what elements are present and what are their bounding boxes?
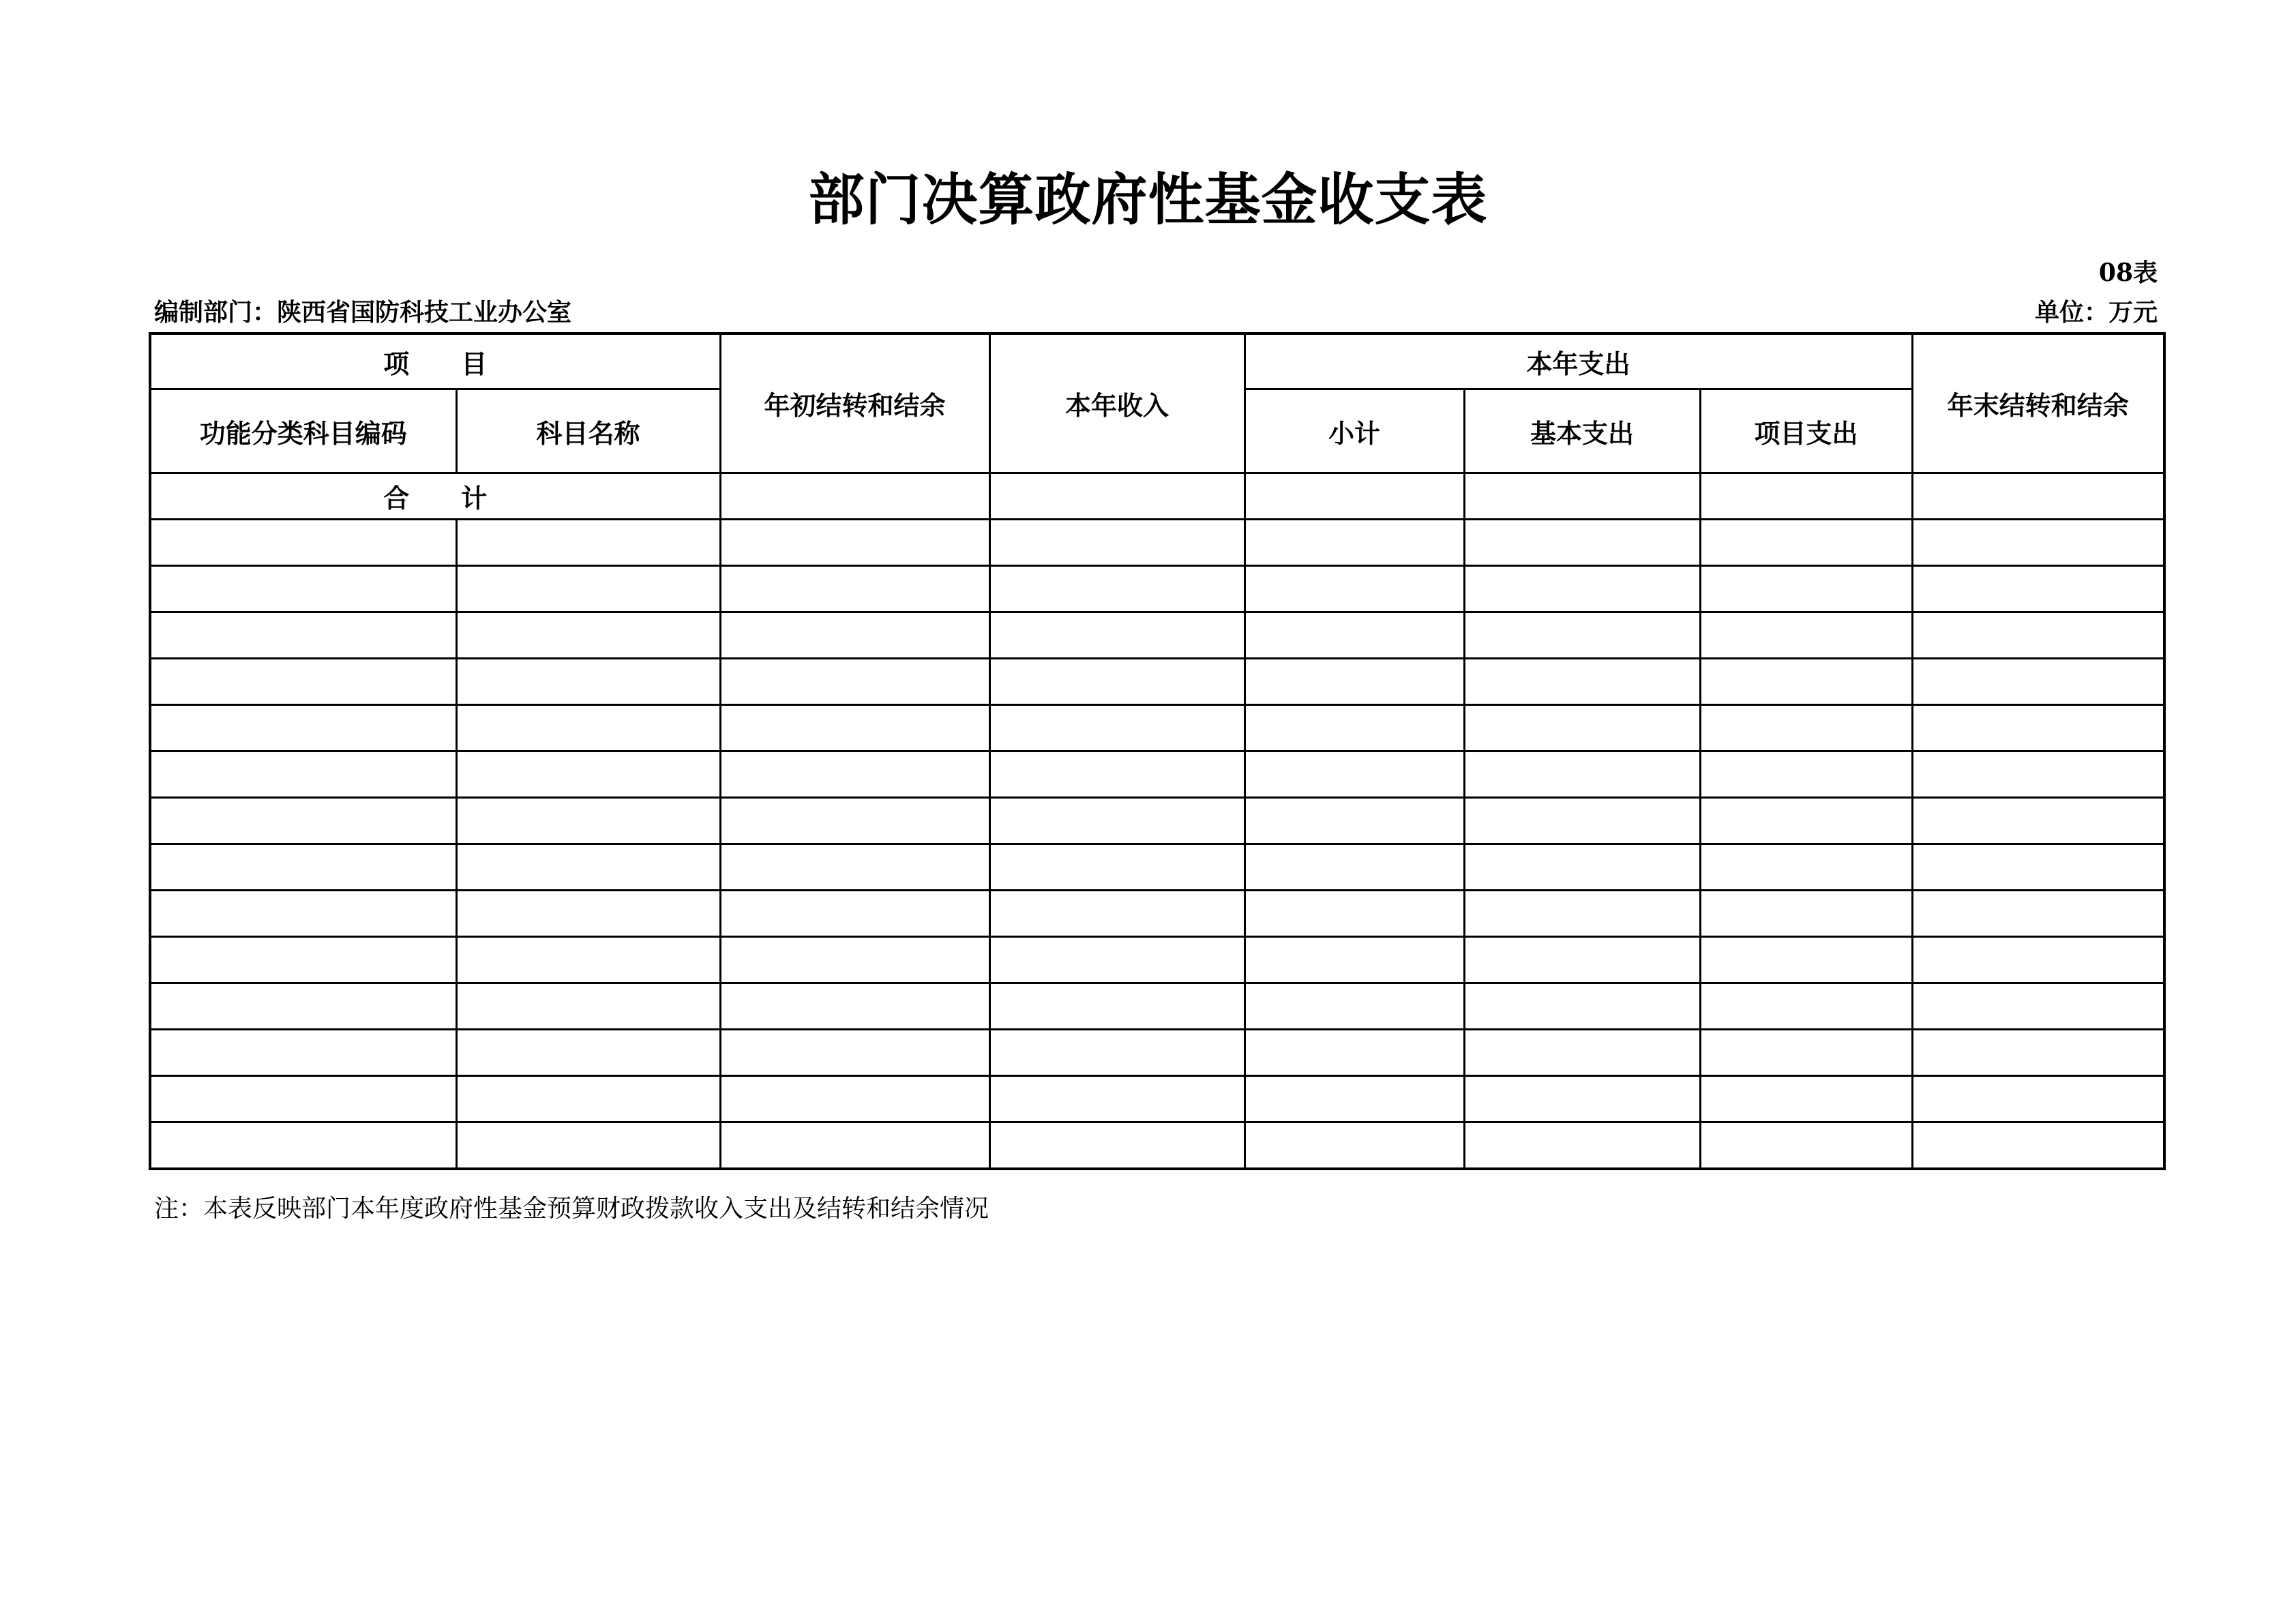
cell [1244, 473, 1464, 520]
cell [989, 473, 1244, 520]
table-row [150, 891, 2164, 937]
cell [1244, 751, 1464, 798]
cell [720, 891, 989, 937]
cell [456, 844, 720, 891]
cell [1464, 705, 1700, 751]
table-row [150, 705, 2164, 751]
cell [1244, 937, 1464, 983]
cell [1912, 1076, 2164, 1122]
cell [1912, 1030, 2164, 1076]
cell [456, 1122, 720, 1170]
cell [989, 798, 1244, 844]
cell [150, 983, 456, 1030]
cell [150, 1076, 456, 1122]
cell [989, 612, 1244, 659]
table-row [150, 751, 2164, 798]
fund-table [149, 332, 2166, 1170]
cell [1464, 612, 1700, 659]
cell [150, 1122, 456, 1170]
cell [1244, 612, 1464, 659]
cell [1912, 520, 2164, 566]
cell [989, 1030, 1244, 1076]
cell [456, 659, 720, 705]
cell [456, 520, 720, 566]
table-row [150, 1122, 2164, 1170]
table-row [150, 566, 2164, 612]
table-row [150, 520, 2164, 566]
cell [720, 937, 989, 983]
cell [1244, 983, 1464, 1030]
header-closing-balance: 年末结转和结余 [1912, 333, 2164, 473]
cell [720, 659, 989, 705]
total-label: 合 计 [150, 473, 720, 520]
cell [1244, 520, 1464, 566]
header-income: 本年收入 [989, 333, 1244, 473]
cell [1244, 1122, 1464, 1170]
cell [150, 1030, 456, 1076]
cell [456, 1030, 720, 1076]
department-label: 编制部门：陕西省国防科技工业办公室 [154, 298, 572, 327]
cell [720, 473, 989, 520]
cell [989, 520, 1244, 566]
cell [1700, 473, 1912, 520]
cell [1700, 798, 1912, 844]
cell [989, 566, 1244, 612]
cell [1912, 844, 2164, 891]
header-func-code: 功能分类科目编码 [150, 389, 456, 473]
cell [720, 705, 989, 751]
cell [1464, 1076, 1700, 1122]
cell [720, 1030, 989, 1076]
cell [1700, 612, 1912, 659]
cell [989, 751, 1244, 798]
cell [1912, 751, 2164, 798]
cell [456, 1076, 720, 1122]
cell [456, 566, 720, 612]
cell [720, 751, 989, 798]
cell [1244, 566, 1464, 612]
cell [150, 891, 456, 937]
cell [1912, 891, 2164, 937]
cell [720, 520, 989, 566]
cell [720, 798, 989, 844]
header-opening-balance: 年初结转和结余 [720, 333, 989, 473]
cell [1700, 983, 1912, 1030]
table-row [150, 659, 2164, 705]
cell [150, 937, 456, 983]
cell [1700, 705, 1912, 751]
cell [150, 798, 456, 844]
header-expenditure: 本年支出 [1244, 333, 1912, 389]
cell [1700, 659, 1912, 705]
table-number: 08表 [2098, 258, 2158, 287]
table-row [150, 937, 2164, 983]
cell [150, 705, 456, 751]
header-basic-exp: 基本支出 [1464, 389, 1700, 473]
cell [456, 705, 720, 751]
cell [1912, 983, 2164, 1030]
footnote: 注：本表反映部门本年度政府性基金预算财政拨款收入支出及结转和结余情况 [154, 1195, 989, 1223]
cell [1912, 1122, 2164, 1170]
cell [989, 844, 1244, 891]
cell [150, 844, 456, 891]
cell [989, 1076, 1244, 1122]
cell [456, 937, 720, 983]
cell [1244, 891, 1464, 937]
cell [456, 983, 720, 1030]
cell [1244, 844, 1464, 891]
cell [720, 844, 989, 891]
cell [1700, 1076, 1912, 1122]
cell [1464, 798, 1700, 844]
cell [150, 566, 456, 612]
cell [1464, 983, 1700, 1030]
cell [1244, 705, 1464, 751]
page-title: 部门决算政府性基金收支表 [808, 167, 1488, 233]
table-row [150, 1076, 2164, 1122]
cell [1700, 1122, 1912, 1170]
cell [150, 751, 456, 798]
table-row [150, 612, 2164, 659]
cell [150, 520, 456, 566]
cell [1464, 566, 1700, 612]
cell [1464, 891, 1700, 937]
cell [150, 659, 456, 705]
cell [1700, 937, 1912, 983]
table-row [150, 844, 2164, 891]
cell [456, 612, 720, 659]
cell [1464, 1030, 1700, 1076]
cell [1244, 659, 1464, 705]
header-project: 项 目 [150, 333, 720, 389]
cell [1912, 612, 2164, 659]
cell [1912, 705, 2164, 751]
cell [1244, 1076, 1464, 1122]
cell [150, 612, 456, 659]
data-rows [150, 520, 2164, 1170]
cell [1700, 751, 1912, 798]
cell [1464, 473, 1700, 520]
header-project-exp: 项目支出 [1700, 389, 1912, 473]
cell [1700, 844, 1912, 891]
cell [1464, 659, 1700, 705]
unit-label: 单位：万元 [2034, 298, 2158, 327]
header-subtotal: 小计 [1244, 389, 1464, 473]
cell [989, 891, 1244, 937]
cell [989, 937, 1244, 983]
cell [1912, 659, 2164, 705]
cell [456, 751, 720, 798]
cell [1700, 1030, 1912, 1076]
cell [1700, 891, 1912, 937]
cell [1700, 520, 1912, 566]
cell [1464, 937, 1700, 983]
header-subject-name: 科目名称 [456, 389, 720, 473]
cell [1912, 566, 2164, 612]
cell [1464, 844, 1700, 891]
cell [989, 1122, 1244, 1170]
cell [1244, 798, 1464, 844]
cell [989, 705, 1244, 751]
cell [720, 1122, 989, 1170]
cell [989, 659, 1244, 705]
cell [720, 566, 989, 612]
cell [1464, 1122, 1700, 1170]
cell [1912, 937, 2164, 983]
cell [456, 798, 720, 844]
cell [989, 983, 1244, 1030]
cell [720, 1076, 989, 1122]
total-row [150, 473, 2164, 520]
cell [1912, 473, 2164, 520]
cell [1464, 751, 1700, 798]
cell [456, 891, 720, 937]
cell [1700, 566, 1912, 612]
table-row [150, 798, 2164, 844]
cell [1464, 520, 1700, 566]
table-row [150, 983, 2164, 1030]
cell [720, 612, 989, 659]
cell [1912, 798, 2164, 844]
cell [1244, 1030, 1464, 1076]
table-row [150, 1030, 2164, 1076]
cell [720, 983, 989, 1030]
